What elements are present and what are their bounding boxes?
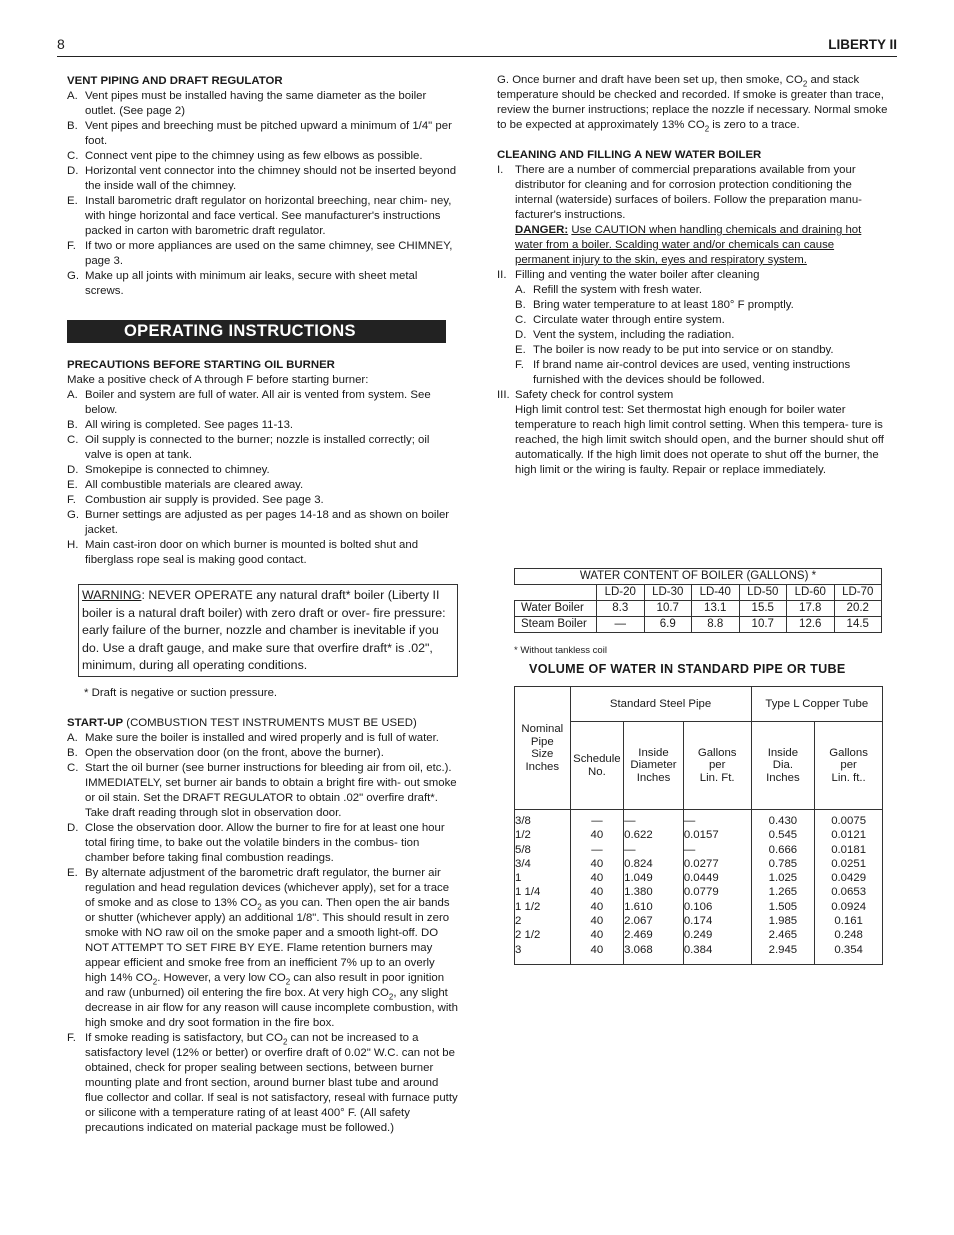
vent-heading: VENT PIPING AND DRAFT REGULATOR <box>67 75 283 87</box>
table-line: 0.0181 <box>831 843 867 856</box>
table-line: 40 <box>590 915 604 928</box>
table-cell: 6.9 <box>644 617 692 633</box>
table-line: Size <box>531 748 554 760</box>
precaution-item: A. Boiler and system are full of water. All air is vented from system. See below. <box>67 389 431 416</box>
model-header: LD-20 <box>597 585 645 601</box>
precaution-item: C. Oil supply is connected to the burner; nozzle is installed correctly; oil valve is open at tank. <box>67 434 430 461</box>
table-line: 0.249 <box>683 929 713 942</box>
model-header: LD-70 <box>834 585 882 601</box>
page-header <box>57 36 897 57</box>
table-line: — <box>591 843 603 856</box>
table-line: Diameter <box>630 759 677 772</box>
precaution-item: B. All wiring is completed. See pages 11-13. <box>67 419 294 431</box>
startup-item-e: E. By alternate adjustment of the barometric draft regulator, the burner air regulation and head regulation devices (whichever apply), set for a trace of smoke and as close to 13% $CO_2$ as you can. Then open the air bands or shutter (whichever apply) an additional 1/8". This should result in zero smoke with NO raw oil on the smoke paper and a smooth light-off. DO NOT ATTEMPT TO SET FIRE BY EYE. Flame retention burners may appear efficient and smoke free from an inefficient 7% up to an overly high 14% $CO_2$. However, a very low $CO_2$ can also result in poor ignition and raw (unburned) oil entering the fire box. At very high $CO_2$, any slight decrease in air flow for any reason will cause incomplete combustion, with high smoke and dry soot formation in the fire box. <box>67 867 458 1029</box>
pipe-table-title: VOLUME OF WATER IN STANDARD PIPE OR TUBE <box>529 662 846 676</box>
water-table-row <box>515 617 882 633</box>
table-line: Lin. ft.. <box>831 771 866 784</box>
table-line: 1.380 <box>624 886 653 899</box>
warning-label: WARNING <box>82 588 142 602</box>
table-line: 0.174 <box>683 915 713 928</box>
startup-item-b: B. Open the observation door (on the front, above the burner). <box>67 747 384 759</box>
table-line: 1.025 <box>768 872 798 885</box>
cleaning-step: B. Bring water temperature to at least 180° F promptly. <box>515 299 794 311</box>
table-line: 3/8 <box>515 815 531 827</box>
table-line: — <box>624 843 636 856</box>
table-line: 0.666 <box>768 843 798 856</box>
startup-item-g: G. Once burner and draft have been set up, then smoke, $CO_2$ and stack temperature should be checked and recorded. If smoke is greater than trace, review the burner instructions; replace the nozzle if necessary. Normal smoke to be expected at approximately 13% $CO_2$ is zero to a trace. <box>497 74 888 134</box>
model-header: LD-40 <box>692 585 740 601</box>
table-line: — <box>624 815 636 827</box>
table-line: 3/4 <box>515 857 531 870</box>
table-line: Dia. <box>772 759 794 772</box>
table-line: 0.430 <box>768 815 798 827</box>
copper-id-column <box>751 810 815 965</box>
table-line: — <box>591 815 603 827</box>
col-steel-id-header <box>624 722 684 810</box>
sizes-column <box>515 810 571 965</box>
model-header: LD-50 <box>739 585 787 601</box>
table-line: 2 1/2 <box>515 929 541 942</box>
precaution-item: H. Main cast-iron door on which burner is mounted is bolted shut and fiberglass rope seal is making good contact. <box>67 539 419 566</box>
page-number: 8 <box>57 36 65 52</box>
table-cell: 20.2 <box>834 601 882 617</box>
table-line: Gallons <box>829 746 868 759</box>
table-line: 0.0924 <box>831 900 867 913</box>
cleaning-step: A. Refill the system with fresh water. <box>515 284 703 296</box>
precautions-heading: PRECAUTIONS BEFORE STARTING OIL BURNER <box>67 359 335 371</box>
table-line: 0.384 <box>683 943 713 956</box>
startup-item-c: C. Start the oil burner (see burner instructions for bleeding air from oil, etc.). IMMEDIATELY, set burner air bands to obtain a bright fire with- out smoke or oil stain. Set the DRAFT REGULATOR to obtain .02" overfire draft*. Take draft reading through slot in observation door. <box>67 762 457 819</box>
col-steel-gal-header <box>683 722 751 810</box>
vent-list <box>67 89 459 299</box>
table-line: 2.469 <box>624 929 653 942</box>
table-line: 2 <box>515 915 522 928</box>
cleaning-ii-list <box>497 283 889 388</box>
table-line: Gallons <box>697 746 737 759</box>
danger-text: Use CAUTION when handling chemicals and draining hot water from a boiler. Scalding water and/or chemicals can cause permanent injury to the skin, eyes and respiratory system. <box>515 224 862 266</box>
table-line: Pipe <box>530 735 554 748</box>
table-line: 40 <box>590 829 604 842</box>
copper-tube-group-header: Type L Copper Tube <box>751 687 882 722</box>
vent-item: G. Make up all joints with minimum air leaks, secure with sheet metal screws. <box>67 270 418 297</box>
table-line: 2.945 <box>768 943 798 956</box>
precaution-item: E. All combustible materials are cleared away. <box>67 479 304 491</box>
table-line: Lin. Ft. <box>699 771 735 784</box>
startup-section <box>67 716 459 1136</box>
table-line: 0.0157 <box>683 829 719 842</box>
steel-id-column <box>624 810 684 965</box>
pipe-volume-table <box>514 686 883 965</box>
startup-item-f: F. If smoke reading is satisfactory, but $CO_2$ can not be increased to a satisfactory level (12% or better) or overfire draft of 0.02" W.C. can not be obtained, check for proper sealing between sections, between burner mounting plate and front section, around burner blast tube and around flue collector and collar. If seal is not satisfactory, reseal with furnace putty or silicone with a temperature rating of at least 400° F. (All safety precautions indicated on material package must be followed.) <box>67 1032 458 1134</box>
table-line: 40 <box>590 857 604 870</box>
vent-item: F. If two or more appliances are used on the same chimney, see CHIMNEY, page 3. <box>67 240 453 267</box>
table-line: 1 1/4 <box>515 886 541 899</box>
table-line: 0.354 <box>834 943 863 956</box>
vent-item: D. Horizontal vent connector into the chimney should not be inserted beyond the inside wall of the chimney. <box>67 165 457 192</box>
table-line: 0.0449 <box>683 872 719 885</box>
col-nominal-header <box>515 687 571 810</box>
table-line: 1 1/2 <box>515 900 541 913</box>
table-line: 3 <box>515 943 522 956</box>
table-line: 0.0075 <box>831 815 867 827</box>
table-line: per <box>840 759 857 772</box>
right-column <box>497 73 889 478</box>
table-line: Inches <box>525 760 560 773</box>
row-label: Steam Boiler <box>515 617 597 633</box>
precautions-intro: Make a positive check of A through F before starting burner: <box>67 374 369 386</box>
table-line: — <box>683 843 696 856</box>
table-cell: — <box>597 617 645 633</box>
table-line: 1.985 <box>768 915 798 928</box>
vent-section <box>67 74 459 299</box>
table-cell: 12.6 <box>787 617 835 633</box>
water-table-title: WATER CONTENT OF BOILER (GALLONS) * <box>515 569 882 585</box>
cleaning-step: F. If brand name air-control devices are used, venting instructions furnished with the devices should be followed. <box>515 359 851 386</box>
table-line: per <box>708 759 726 772</box>
water-content-table <box>514 568 882 633</box>
table-line: Inside <box>638 746 669 759</box>
cleaning-step: E. The boiler is now ready to be put into service or on standby. <box>515 344 834 356</box>
table-line: 0.106 <box>683 900 713 913</box>
table-line: Schedule <box>573 753 621 766</box>
document-title: LIBERTY II <box>828 37 897 52</box>
cleaning-step: C. Circulate water through entire system. <box>515 314 725 326</box>
startup-item-a: A. Make sure the boiler is installed and wired properly and is full of water. <box>67 732 439 744</box>
table-line: 40 <box>590 886 604 899</box>
table-line: 0.248 <box>834 929 863 942</box>
table-cell: 10.7 <box>739 617 787 633</box>
vent-item: A. Vent pipes must be installed having the same diameter as the boiler outlet. (See page 2) <box>67 90 427 117</box>
table-line: 40 <box>590 900 604 913</box>
vent-item: C. Connect vent pipe to the chimney using as few elbows as possible. <box>67 150 423 162</box>
vent-item: B. Vent pipes and breeching must be pitched upward a minimum of 1/4" per foot. <box>67 120 452 147</box>
model-header: LD-60 <box>787 585 835 601</box>
warning-box <box>78 584 458 677</box>
cleaning-item-ii: II. Filling and venting the water boiler after cleaning <box>497 269 760 281</box>
cleaning-item-iii: III. Safety check for control system High limit control test: Set thermostat high enough for boiler water temperature to reach high limit control setting. When this tempera- ture is reached, the high limit switch should open, and the burner should shut off automatically. If the high limit does not operate to shut off the burner, the high limit or the wiring is faulty. Repair or replace immediately. <box>497 389 884 476</box>
water-table-row <box>515 601 882 617</box>
table-cell: 8.3 <box>597 601 645 617</box>
schedule-column <box>570 810 624 965</box>
col-schedule-header <box>570 722 624 810</box>
table-cell: 17.8 <box>787 601 835 617</box>
table-cell: 15.5 <box>739 601 787 617</box>
draft-note: * Draft is negative or suction pressure. <box>84 687 278 699</box>
col-copper-gal-header <box>815 722 883 810</box>
table-line: 0.0277 <box>683 857 719 870</box>
startup-item-d: D. Close the observation door. Allow the burner to fire for at least one hour total firing time, to bake out the volatile binders in the combus- tion chamber before taking final combustion readings. <box>67 822 445 864</box>
danger-label: DANGER: <box>515 224 569 236</box>
table-line: 1.049 <box>624 872 653 885</box>
table-line: 0.622 <box>624 829 653 842</box>
vent-item: E. Install barometric draft regulator on horizontal breeching, near chim- ney, with hinge horizontal and face vertical. See manufacturer's instructions packed in carton with barometric draft regulator. <box>67 195 452 237</box>
table-line: 0.545 <box>768 829 798 842</box>
table-line: 0.824 <box>624 857 653 870</box>
table-cell: 14.5 <box>834 617 882 633</box>
table-line: 40 <box>590 929 604 942</box>
model-header: LD-30 <box>644 585 692 601</box>
table-line: 0.0429 <box>831 872 867 885</box>
table-line: Inches <box>636 771 671 784</box>
cleaning-item-i: I. There are a number of commercial preparations available from your distributor for cleaning and for corrosion protection conditioning the internal (waterside) surfaces of boilers. Follow the preparation manu- facturer's instructions. DANGER: Use CAUTION when handling chemicals and draining hot water from a boiler. Scalding water and/or chemicals can cause permanent injury to the skin, eyes and respiratory system. <box>497 164 862 266</box>
table-line: 1.265 <box>768 886 798 899</box>
table-line: 0.161 <box>834 915 863 928</box>
steel-pipe-group-header: Standard Steel Pipe <box>570 687 751 722</box>
precautions-section <box>67 358 459 568</box>
precaution-item: G. Burner settings are adjusted as per pages 14-18 and as shown on boiler jacket. <box>67 509 450 536</box>
table-line: 40 <box>590 872 604 885</box>
table-line: No. <box>588 765 606 778</box>
table-line: 1.610 <box>624 900 653 913</box>
table-cell: 8.8 <box>692 617 740 633</box>
table-line: 1 <box>515 872 522 885</box>
table-line: 0.0251 <box>831 857 867 870</box>
table-line: 2.067 <box>624 915 653 928</box>
steel-gal-column <box>683 810 751 965</box>
operating-instructions-banner: OPERATING INSTRUCTIONS <box>67 320 446 343</box>
cleaning-heading: CLEANING AND FILLING A NEW WATER BOILER <box>497 149 762 161</box>
table-line: 0.0653 <box>831 886 867 899</box>
startup-heading: START-UP <box>67 717 124 729</box>
table-line: Nominal <box>521 723 564 735</box>
precautions-list <box>67 388 459 568</box>
table-line: 2.465 <box>768 929 798 942</box>
table-cell: 10.7 <box>644 601 692 617</box>
warning-text: : NEVER OPERATE any natural draft* boiler (Liberty II boiler is a natural draft boiler) with zero draft or over- fire pressure: early failure of the burner, nozzle and chamber is inevitable if you do. Use a draft gauge, and make sure that overfire draft* is .02", minimum, during all operating conditions. <box>82 588 446 673</box>
table-line: 5/8 <box>515 843 531 856</box>
table-line: Inside <box>767 746 799 759</box>
precaution-item: F. Combustion air supply is provided. See page 3. <box>67 494 324 506</box>
precaution-item: D. Smokepipe is connected to chimney. <box>67 464 270 476</box>
col-copper-id-header <box>751 722 815 810</box>
startup-heading-note: (COMBUSTION TEST INSTRUMENTS MUST BE USED) <box>123 717 417 729</box>
table-line: 0.0779 <box>683 886 719 899</box>
water-table-models-row <box>515 585 882 601</box>
table-line: — <box>683 815 696 827</box>
table-line: 3.068 <box>624 943 653 956</box>
table-line: Inches <box>766 771 800 784</box>
table-line: 0.785 <box>768 857 798 870</box>
row-label: Water Boiler <box>515 601 597 617</box>
table-line: 40 <box>590 943 604 956</box>
table-line: 1/2 <box>515 829 531 842</box>
table-line: 0.0121 <box>831 829 867 842</box>
cleaning-step: D. Vent the system, including the radiation. <box>515 329 735 341</box>
table-line: 1.505 <box>768 900 798 913</box>
water-table-note: * Without tankless coil <box>514 645 607 656</box>
table-cell: 13.1 <box>692 601 740 617</box>
copper-gal-column <box>815 810 883 965</box>
